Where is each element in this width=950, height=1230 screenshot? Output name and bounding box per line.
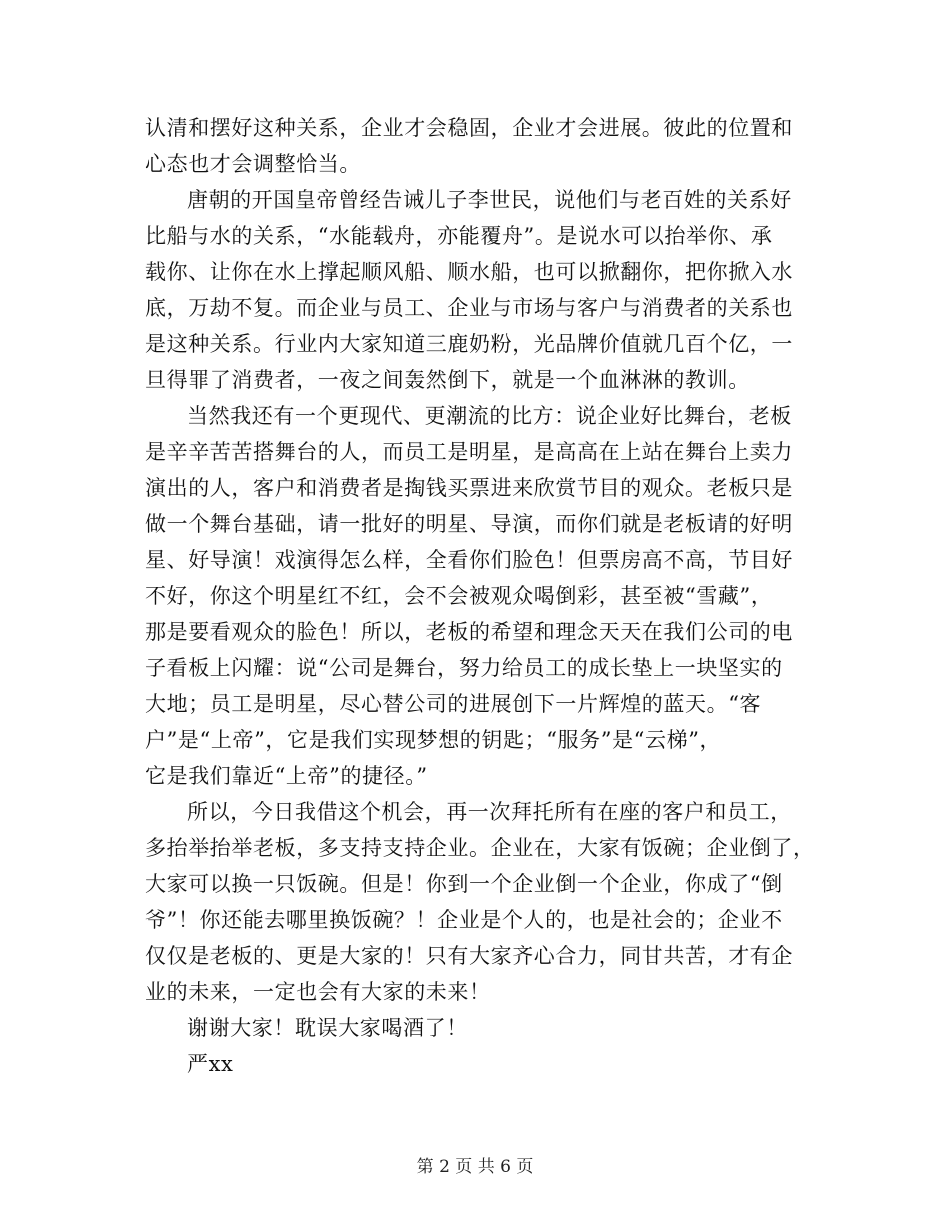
text-line: 当然我还有一个更现代、更潮流的比方：说企业好比舞台，老板 [187, 404, 792, 428]
text-line: 多抬举抬举老板，多支持支持企业。企业在，大家有饭碗；企业倒了， [145, 836, 815, 860]
text-line: 大家可以换一只饭碗。但是！你到一个企业倒一个企业，你成了“倒 [145, 872, 783, 896]
text-line: 业的未来，一定也会有大家的未来！ [145, 980, 491, 1004]
text-line: 旦得罪了消费者，一夜之间轰然倒下，就是一个血淋淋的教训。 [145, 368, 750, 392]
closing-thanks: 谢谢大家！耽误大家喝酒了！ [187, 1016, 468, 1040]
text-line: 载你、让你在水上撑起顺风船、顺水船，也可以掀翻你，把你掀入水 [145, 260, 793, 284]
text-line: 大地；员工是明星，尽心替公司的进展创下一片辉煌的蓝天。“客 [145, 692, 762, 716]
text-line: 户”是“上帝”，它是我们实现梦想的钥匙；“服务”是“云梯”， [145, 728, 722, 752]
text-line: 是这种关系。行业内大家知道三鹿奶粉，光品牌价值就几百个亿，一 [145, 332, 793, 356]
text-line: 演出的人，客户和消费者是掏钱买票进来欣赏节目的观众。老板只是 [145, 476, 793, 500]
text-line: 唐朝的开国皇帝曾经告诫儿子李世民，说他们与老百姓的关系好 [187, 188, 792, 212]
text-line: 底，万劫不复。而企业与员工、企业与市场与客户与消费者的关系也 [145, 296, 793, 320]
text-line: 那是要看观众的脸色！所以，老板的希望和理念天天在我们公司的电 [145, 620, 793, 644]
page-number: 第 2 页 共 6 页 [416, 1157, 534, 1177]
signature: 严xx [187, 1052, 234, 1076]
text-line: 爷”！你还能去哪里换饭碗？！企业是个人的，也是社会的；企业不 [145, 908, 783, 932]
text-line: 心态也才会调整恰当。 [145, 152, 361, 176]
text-line: 所以，今日我借这个机会，再一次拜托所有在座的客户和员工， [187, 800, 792, 824]
text-line: 不好，你这个明星红不红，会不会被观众喝倒彩，甚至被“雪藏”， [145, 584, 773, 608]
text-line: 它是我们靠近“上帝”的捷径。” [145, 764, 428, 788]
text-line: 是辛辛苦苦搭舞台的人，而员工是明星，是高高在上站在舞台上卖力 [145, 440, 793, 464]
text-line: 仅仅是老板的、更是大家的！只有大家齐心合力，同甘共苦，才有企 [145, 944, 793, 968]
text-line: 比船与水的关系，“水能载舟，亦能覆舟”。是说水可以抬举你、承 [145, 224, 773, 248]
text-line: 做一个舞台基础，请一批好的明星、导演，而你们就是老板请的好明 [145, 512, 793, 536]
text-line: 星、好导演！戏演得怎么样，全看你们脸色！但票房高不高，节目好 [145, 548, 793, 572]
text-line: 认清和摆好这种关系，企业才会稳固，企业才会进展。彼此的位置和 [145, 116, 793, 140]
text-line: 子看板上闪耀：说“公司是舞台，努力给员工的成长垫上一块坚实的 [145, 656, 783, 680]
